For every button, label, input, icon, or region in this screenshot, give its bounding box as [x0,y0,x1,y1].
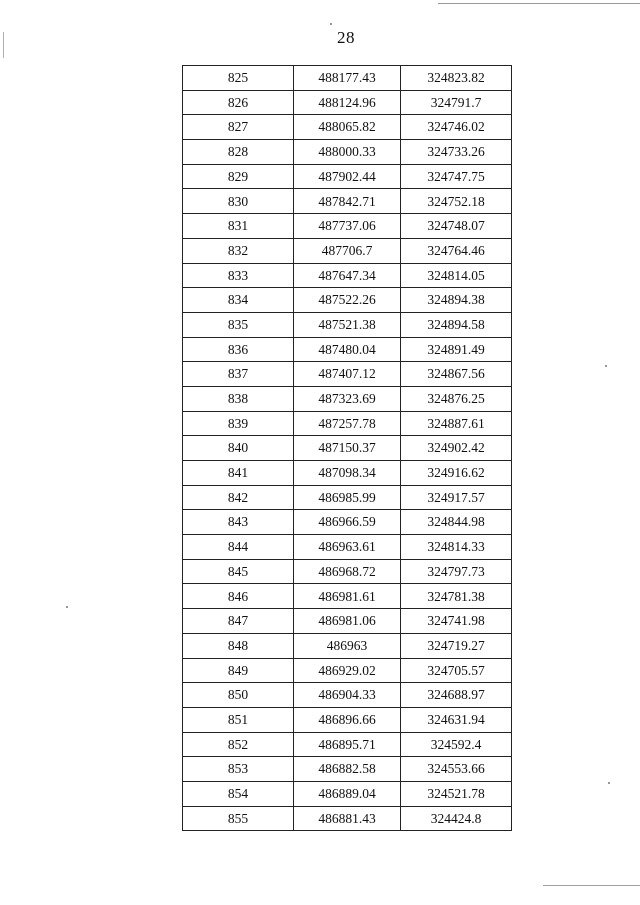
table-row [183,559,512,584]
point-number-cell: 839 [183,411,294,436]
y-coordinate-cell: 324746.02 [401,115,512,140]
point-number-cell: 835 [183,312,294,337]
x-coordinate-cell: 487647.34 [294,263,401,288]
point-number-cell: 841 [183,461,294,486]
table-row [183,707,512,732]
point-number-cell: 849 [183,658,294,683]
x-coordinate-cell: 487480.04 [294,337,401,362]
y-coordinate-cell: 324733.26 [401,140,512,165]
y-coordinate-cell: 324916.62 [401,461,512,486]
point-number-cell: 829 [183,164,294,189]
y-coordinate-cell: 324719.27 [401,633,512,658]
point-number-cell: 827 [183,115,294,140]
point-number-cell: 853 [183,757,294,782]
x-coordinate-cell: 486968.72 [294,559,401,584]
x-coordinate-cell: 487257.78 [294,411,401,436]
point-number-cell: 852 [183,732,294,757]
point-number-cell: 832 [183,238,294,263]
point-number-cell: 837 [183,362,294,387]
point-number-cell: 847 [183,609,294,634]
x-coordinate-cell: 487737.06 [294,214,401,239]
point-number-cell: 850 [183,683,294,708]
y-coordinate-cell: 324705.57 [401,658,512,683]
table-row [183,411,512,436]
x-coordinate-cell: 487323.69 [294,386,401,411]
y-coordinate-cell: 324791.7 [401,90,512,115]
table-row [183,757,512,782]
x-coordinate-cell: 486895.71 [294,732,401,757]
x-coordinate-cell: 486963.61 [294,535,401,560]
x-coordinate-cell: 486981.06 [294,609,401,634]
table-row [183,90,512,115]
y-coordinate-cell: 324894.38 [401,288,512,313]
x-coordinate-cell: 488177.43 [294,66,401,91]
x-coordinate-cell: 486904.33 [294,683,401,708]
y-coordinate-cell: 324844.98 [401,510,512,535]
y-coordinate-cell: 324521.78 [401,781,512,806]
page-number: 28 [337,28,355,47]
point-number-cell: 848 [183,633,294,658]
y-coordinate-cell: 324902.42 [401,436,512,461]
table-row [183,238,512,263]
point-number-cell: 851 [183,707,294,732]
y-coordinate-cell: 324752.18 [401,189,512,214]
y-coordinate-cell: 324424.8 [401,806,512,831]
point-number-cell: 844 [183,535,294,560]
x-coordinate-cell: 488065.82 [294,115,401,140]
point-number-cell: 836 [183,337,294,362]
x-coordinate-cell: 487150.37 [294,436,401,461]
x-coordinate-cell: 488000.33 [294,140,401,165]
x-coordinate-cell: 487902.44 [294,164,401,189]
point-number-cell: 854 [183,781,294,806]
table-row [183,535,512,560]
scan-speck [608,782,610,784]
x-coordinate-cell: 486985.99 [294,485,401,510]
x-coordinate-cell: 486881.43 [294,806,401,831]
x-coordinate-cell: 486966.59 [294,510,401,535]
y-coordinate-cell: 324592.4 [401,732,512,757]
scan-speck [66,606,68,608]
point-number-cell: 833 [183,263,294,288]
point-number-cell: 843 [183,510,294,535]
x-coordinate-cell: 486889.04 [294,781,401,806]
table-row [183,510,512,535]
table-row [183,683,512,708]
y-coordinate-cell: 324747.75 [401,164,512,189]
y-coordinate-cell: 324876.25 [401,386,512,411]
table-row [183,140,512,165]
table-row [183,732,512,757]
table-row [183,485,512,510]
table-row [183,214,512,239]
coordinates-table-body [183,66,512,831]
table-row [183,66,512,91]
table-row [183,189,512,214]
x-coordinate-cell: 487407.12 [294,362,401,387]
coordinates-table [182,65,512,831]
y-coordinate-cell: 324887.61 [401,411,512,436]
scan-edge-top [438,3,640,4]
y-coordinate-cell: 324891.49 [401,337,512,362]
point-number-cell: 834 [183,288,294,313]
y-coordinate-cell: 324814.05 [401,263,512,288]
x-coordinate-cell: 486981.61 [294,584,401,609]
point-number-cell: 830 [183,189,294,214]
point-number-cell: 826 [183,90,294,115]
table-row [183,362,512,387]
x-coordinate-cell: 486882.58 [294,757,401,782]
y-coordinate-cell: 324688.97 [401,683,512,708]
table-row [183,781,512,806]
point-number-cell: 838 [183,386,294,411]
x-coordinate-cell: 487706.7 [294,238,401,263]
point-number-cell: 845 [183,559,294,584]
table-row [183,806,512,831]
y-coordinate-cell: 324867.56 [401,362,512,387]
y-coordinate-cell: 324764.46 [401,238,512,263]
point-number-cell: 828 [183,140,294,165]
x-coordinate-cell: 487098.34 [294,461,401,486]
scan-speck [330,23,332,25]
table-row [183,164,512,189]
y-coordinate-cell: 324894.58 [401,312,512,337]
y-coordinate-cell: 324823.82 [401,66,512,91]
point-number-cell: 840 [183,436,294,461]
y-coordinate-cell: 324814.33 [401,535,512,560]
table-row [183,633,512,658]
y-coordinate-cell: 324553.66 [401,757,512,782]
table-row [183,337,512,362]
table-row [183,436,512,461]
table-row [183,658,512,683]
point-number-cell: 831 [183,214,294,239]
point-number-cell: 842 [183,485,294,510]
table-row [183,386,512,411]
x-coordinate-cell: 487521.38 [294,312,401,337]
point-number-cell: 846 [183,584,294,609]
table-row [183,584,512,609]
y-coordinate-cell: 324781.38 [401,584,512,609]
x-coordinate-cell: 486929.02 [294,658,401,683]
table-row [183,461,512,486]
table-row [183,312,512,337]
y-coordinate-cell: 324741.98 [401,609,512,634]
table-row [183,609,512,634]
point-number-cell: 825 [183,66,294,91]
y-coordinate-cell: 324797.73 [401,559,512,584]
x-coordinate-cell: 487522.26 [294,288,401,313]
y-coordinate-cell: 324917.57 [401,485,512,510]
x-coordinate-cell: 486963 [294,633,401,658]
scan-edge-bottom [543,885,640,886]
scan-speck [605,365,607,367]
table-row [183,115,512,140]
y-coordinate-cell: 324748.07 [401,214,512,239]
table-row [183,263,512,288]
x-coordinate-cell: 488124.96 [294,90,401,115]
x-coordinate-cell: 486896.66 [294,707,401,732]
y-coordinate-cell: 324631.94 [401,707,512,732]
point-number-cell: 855 [183,806,294,831]
x-coordinate-cell: 487842.71 [294,189,401,214]
table-row [183,288,512,313]
